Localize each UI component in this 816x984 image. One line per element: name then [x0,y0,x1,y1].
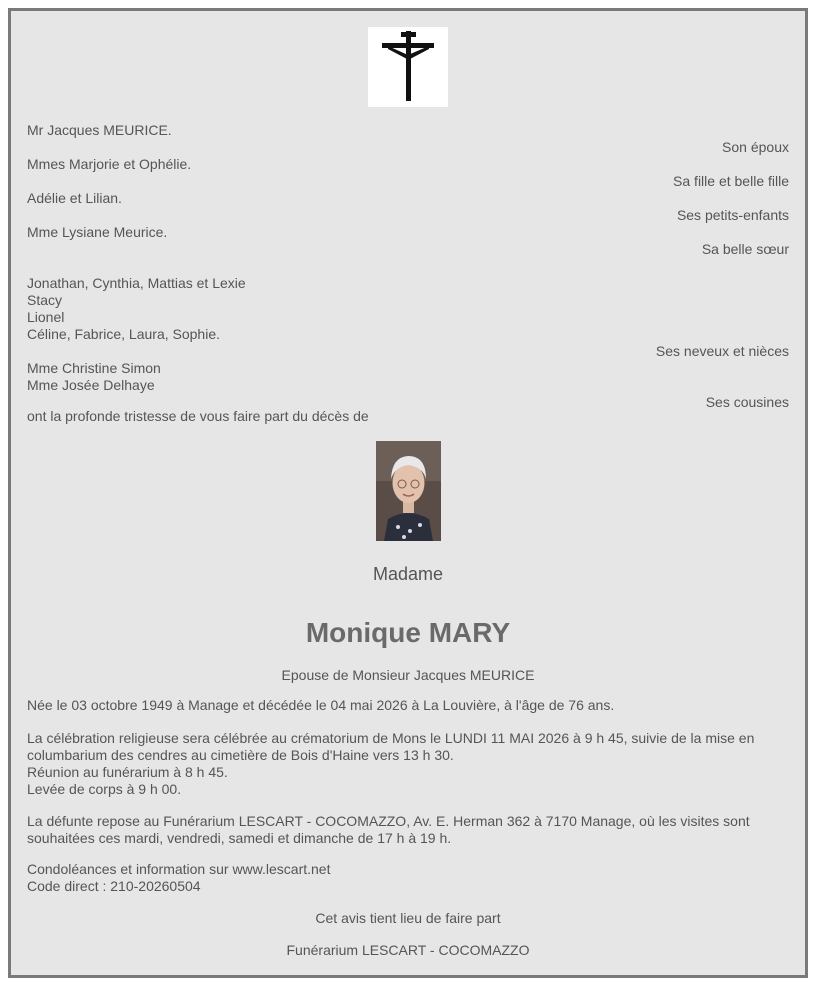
ceremony-line: Réunion au funérarium à 8 h 45. [27,764,228,780]
family-entry [27,224,789,258]
family-name: Mme Josée Delhaye [27,377,155,393]
family-name: Adélie et Lilian. [27,190,122,206]
family-name: Lionel [27,309,65,325]
obituary-card [8,8,808,978]
condolences-code: Code direct : 210-20260504 [27,878,201,894]
deceased-name: Monique MARY [305,617,511,648]
portrait-photo [376,441,441,541]
condolences-line: Condoléances et information sur www.lescart.net [27,861,331,877]
family-list [27,122,789,411]
notice-line: Cet avis tient lieu de faire part [315,910,501,926]
intro-text: ont la profonde tristesse de vous faire part du décès de [27,408,369,424]
family-entry [27,275,789,360]
family-name: Jonathan, Cynthia, Mattias et Lexie [27,275,246,291]
family-relation: Ses cousines [705,394,789,410]
rest-info: La défunte repose au Funérarium LESCART - COCOMAZZO, Av. E. Herman 362 à 7170 Manage, où les visites sont souhaitées ces mardi, vendredi, samedi et dimanche de 17 h à 19 h. [27,813,750,846]
family-relation: Ses petits-enfants [676,207,789,223]
birth-death-line: Née le 03 octobre 1949 à Manage et décédée le 04 mai 2026 à La Louvière, à l'âge de 76 ans. [27,697,615,713]
family-entry [27,156,789,190]
family-relation: Sa belle sœur [701,241,789,257]
family-entry [27,122,789,156]
ceremony-info [27,730,789,798]
family-name: Céline, Fabrice, Laura, Sophie. [27,326,220,342]
crucifix-icon [368,27,448,107]
family-name: Mme Lysiane Meurice. [27,224,168,240]
family-name: Mr Jacques MEURICE. [27,122,172,138]
family-relation: Son époux [722,139,789,155]
ceremony-line: La célébration religieuse sera célébrée au crématorium de Mons le LUNDI 11 MAI 2026 à 9 h 45, suivie de la mise en columbarium des cendres au cimetière de Bois d'Haine vers 13 h 30. [27,730,755,763]
family-entry [27,360,789,411]
family-name: Mmes Marjorie et Ophélie. [27,156,192,172]
family-name: Stacy [27,292,63,308]
family-entry [27,190,789,224]
family-relation: Sa fille et belle fille [673,173,789,189]
condolences-info [27,861,789,895]
spouse-line: Epouse de Monsieur Jacques MEURICE [281,667,535,683]
ceremony-line: Levée de corps à 9 h 00. [27,781,182,797]
honorific: Madame [372,564,444,584]
family-relation: Ses neveux et nièces [655,343,789,359]
family-name: Mme Christine Simon [27,360,161,376]
funeral-home: Funérarium LESCART - COCOMAZZO [286,942,530,958]
